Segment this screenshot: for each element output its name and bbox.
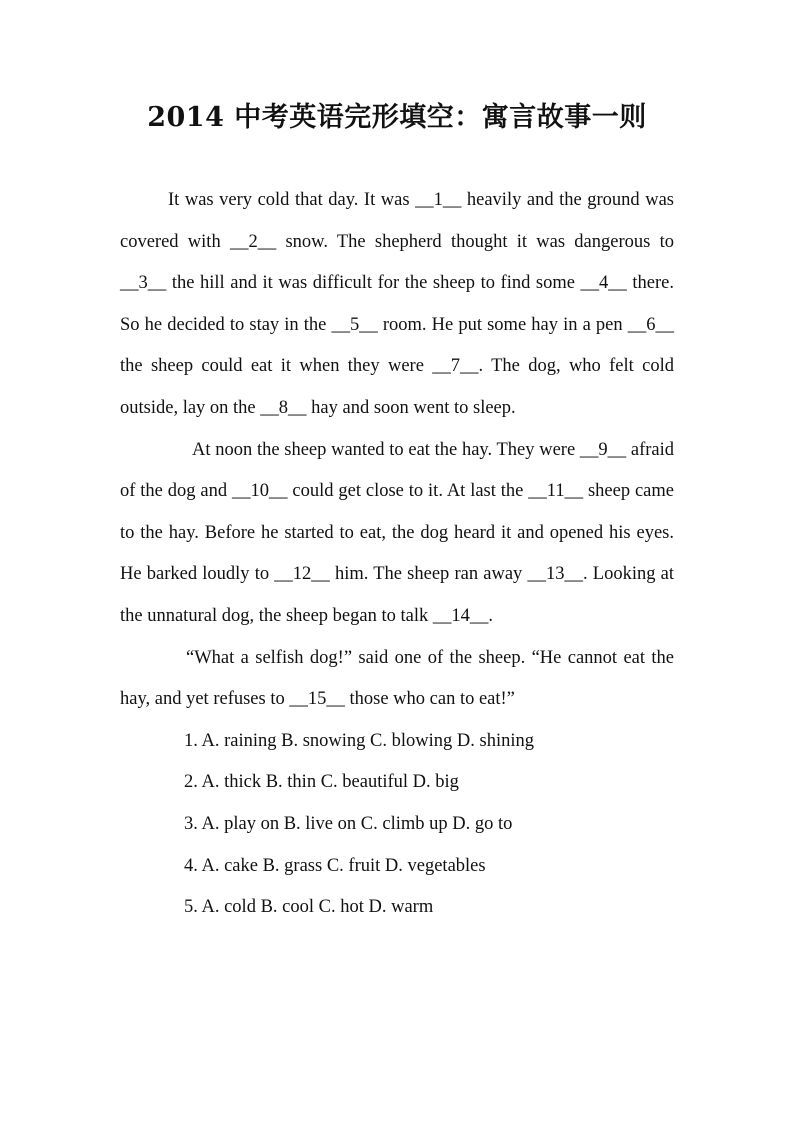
paragraph-3: “What a selfish dog!” said one of the sheep. “He cannot eat the hay, and yet refuses to __15__ those who can to eat!” bbox=[120, 647, 674, 710]
option-line-3: 3. A. play on B. live on C. climb up D. go to bbox=[184, 813, 513, 834]
paragraph-2: At noon the sheep wanted to eat the hay. They were __9__ afraid of the dog and __10__ could get close to it. At last the __11__ sheep came to the hay. Before he started to eat, the dog heard it and opened his eyes. He barked loudly to __12__ him. The sheep ran away __13__. Looking at the unnatural dog, the sheep began to talk __14__. bbox=[120, 439, 674, 626]
passage bbox=[120, 180, 674, 929]
option-line-1: 1. A. raining B. snowing C. blowing D. shining bbox=[184, 730, 534, 751]
option-line-5: 5. A. cold B. cool C. hot D. warm bbox=[184, 897, 434, 918]
option-line-2: 2. A. thick B. thin C. beautiful D. big bbox=[184, 772, 459, 793]
option-line-4: 4. A. cake B. grass C. fruit D. vegetables bbox=[184, 855, 486, 876]
paragraph-1: It was very cold that day. It was __1__ heavily and the ground was covered with __2__ snow. The shepherd thought it was dangerous to __3__ the hill and it was difficult for the sheep to find some __4__ there. So he decided to stay in the __5__ room. He put some hay in a pen __6__ the sheep could eat it when they were __7__. The dog, who felt cold outside, lay on the __8__ hay and soon went to sleep. bbox=[120, 190, 674, 418]
answer-options bbox=[120, 721, 674, 929]
page-title: 2014 中考英语完形填空：寓言故事一则 bbox=[147, 102, 647, 133]
